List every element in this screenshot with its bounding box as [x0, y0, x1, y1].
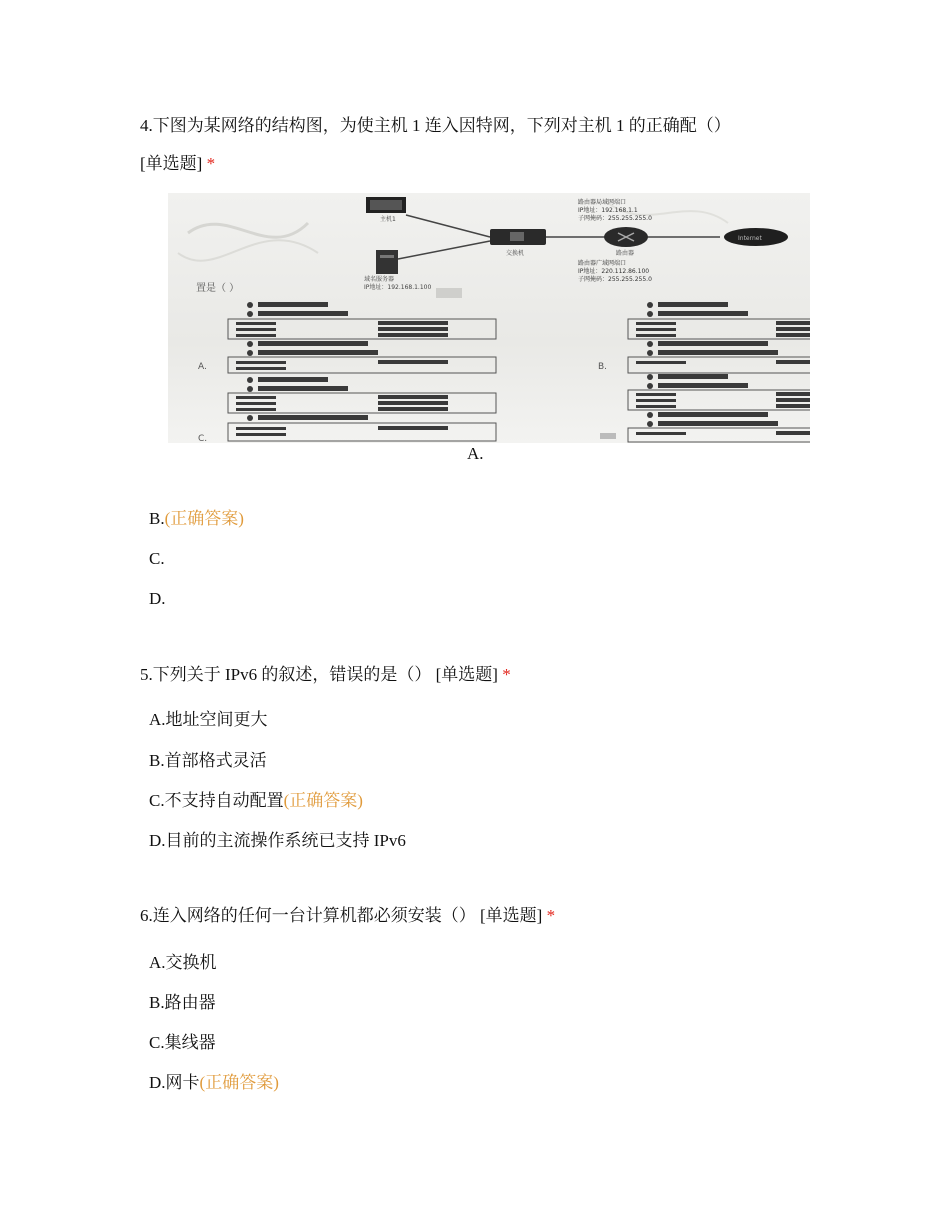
question-6-text [140, 905, 555, 927]
internet-label: Internet [738, 235, 762, 242]
option-label: B.首部格式灵活 [149, 751, 267, 770]
wan-port-label: 路由器广域网端口 [578, 260, 627, 267]
server-ip: IP地址：192.168.1.100 [364, 284, 432, 291]
q6-option-b[interactable] [149, 992, 216, 1014]
panel-b-label: B. [598, 362, 608, 372]
required-star: * [206, 154, 216, 173]
option-label: A.地址空间更大 [149, 710, 268, 729]
correct-answer-tag: (正确答案) [164, 509, 244, 528]
option-label: B. [149, 509, 165, 528]
lan-port-label: 路由器局域网端口 [578, 199, 627, 206]
switch-icon [490, 229, 546, 245]
option-label: D.目前的主流操作系统已支持 IPv6 [149, 831, 406, 850]
image-option-caption: A. [467, 444, 484, 463]
question-title: 6.连入网络的任何一台计算机都必须安装（） [单选题] [140, 906, 543, 925]
monitor-icon [366, 197, 406, 213]
required-star: * [546, 906, 556, 925]
q5-option-b[interactable] [149, 750, 267, 772]
lan-ip-label: IP地址：192.168.1.1 [578, 207, 638, 214]
question-type: [单选题] [140, 154, 203, 173]
server-label: 域名服务器 [364, 276, 395, 283]
question-title: 5.下列关于 IPv6 的叙述，错误的是（） [单选题] [140, 665, 498, 684]
lan-mask-label: 子网掩码：255.255.255.0 [578, 215, 652, 222]
q4-option-d[interactable] [149, 588, 166, 610]
q5-option-c[interactable] [149, 790, 363, 812]
option-label: C.集线器 [149, 1033, 216, 1052]
panel-c-label: C. [198, 434, 208, 443]
server-icon [376, 250, 398, 274]
host-label: 主机1 [380, 216, 396, 223]
question-4-type [140, 153, 215, 175]
figure-prompt: 置是（ ） [196, 283, 240, 294]
option-label: D. [149, 589, 166, 608]
correct-answer-tag: (正确答案) [283, 791, 363, 810]
wan-ip-label: IP地址：220.112.86.100 [578, 268, 650, 275]
panel-a-label: A. [198, 362, 207, 372]
q6-option-d[interactable] [149, 1072, 279, 1094]
q5-option-d[interactable] [149, 830, 406, 852]
required-star: * [502, 665, 511, 684]
q6-option-c[interactable] [149, 1032, 216, 1054]
question-5-text [140, 664, 511, 686]
q4-option-c[interactable] [149, 548, 165, 570]
panel-a [198, 302, 496, 373]
router-label: 路由器 [616, 250, 635, 257]
network-diagram-image [168, 193, 810, 443]
panel-c [198, 377, 496, 443]
question-4-text: 4.下图为某网络的结构图，为使主机 1 连入因特网，下列对主机 1 的正确配（） [140, 116, 731, 135]
switch-label: 交换机 [506, 250, 525, 257]
correct-answer-tag: (正确答案) [199, 1073, 279, 1092]
option-label: C. [149, 549, 165, 568]
q6-option-a[interactable] [149, 952, 217, 974]
q5-option-a[interactable] [149, 709, 268, 731]
wan-mask-label: 子网掩码：255.255.255.0 [578, 276, 652, 283]
panel-b [598, 302, 810, 373]
panel-d [600, 374, 810, 442]
option-label: A.交换机 [149, 953, 217, 972]
router-icon [604, 227, 648, 247]
cloud-icon [724, 228, 788, 246]
option-label: C.不支持自动配置 [149, 791, 284, 810]
q4-option-b[interactable] [149, 508, 244, 530]
option-label: B.路由器 [149, 993, 216, 1012]
option-label: D.网卡 [149, 1073, 200, 1092]
